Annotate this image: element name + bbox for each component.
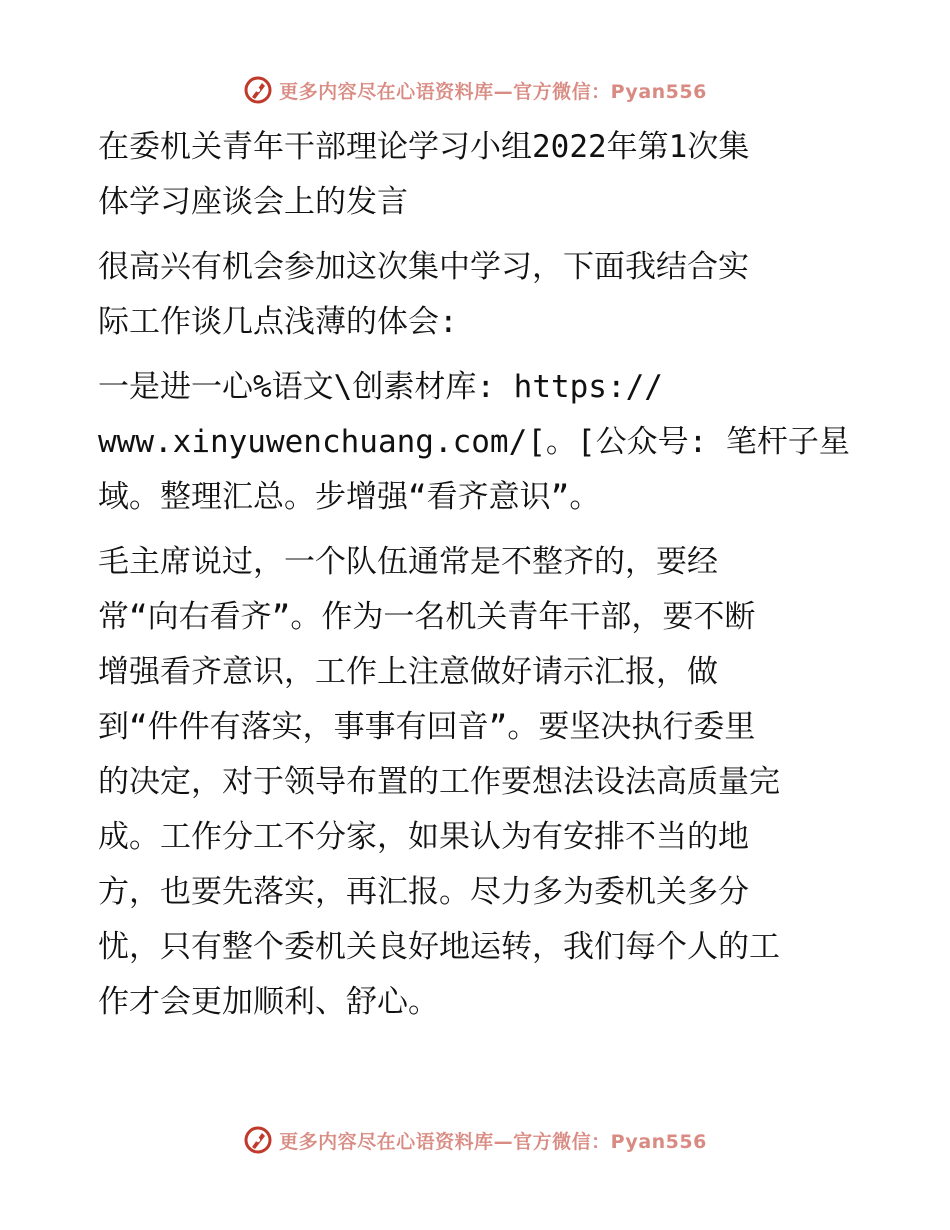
paragraph-line: 际工作谈几点浅薄的体会: <box>98 304 458 340</box>
paragraph-line: 方，也要先落实，再汇报。尽力多为委机关多分 <box>98 874 749 910</box>
paragraph-line: 到“件件有落实，事事有回音”。要坚决执行委里 <box>98 709 756 745</box>
title-line: 体学习座谈会上的发言 <box>98 184 408 220</box>
paragraph-line: 常“向右看齐”。作为一名机关青年干部，要不断 <box>98 599 756 635</box>
watermark-banner-top <box>0 70 950 110</box>
watermark-banner-bottom <box>0 1120 950 1160</box>
paragraph-line: 增强看齐意识，工作上注意做好请示汇报，做 <box>98 654 718 690</box>
paragraph-body <box>98 535 858 1030</box>
watermark-text: 更多内容尽在心语资料库—官方微信：Pyan556 <box>279 80 707 103</box>
paragraph-line: 一是进一心%语文\创素材库: https:// <box>98 369 663 405</box>
paragraph-line: 域。整理汇总。步增强“看齐意识”。 <box>98 479 601 515</box>
paragraph-line: www.xinyuwenchuang.com/[。[公众号: 笔杆子星 <box>98 424 850 460</box>
pen-nib-logo-icon <box>243 75 273 105</box>
paragraph-line: 的决定，对于领导布置的工作要想法设法高质量完 <box>98 764 780 800</box>
paragraph-line: 作才会更加顺利、舒心。 <box>98 984 439 1020</box>
paragraph-point-one <box>98 360 858 525</box>
watermark-text: 更多内容尽在心语资料库—官方微信：Pyan556 <box>279 1130 707 1153</box>
paragraph-line: 毛主席说过，一个队伍通常是不整齐的，要经 <box>98 544 718 580</box>
document-title <box>98 120 858 230</box>
document-body <box>98 120 858 1030</box>
paragraph-line: 成。工作分工不分家，如果认为有安排不当的地 <box>98 819 749 855</box>
paragraph-line: 很高兴有机会参加这次集中学习，下面我结合实 <box>98 249 749 285</box>
pen-nib-logo-icon <box>243 1125 273 1155</box>
title-line: 在委机关青年干部理论学习小组2022年第1次集 <box>98 129 750 165</box>
paragraph-line: 忧，只有整个委机关良好地运转，我们每个人的工 <box>98 929 780 965</box>
paragraph-intro <box>98 240 858 350</box>
